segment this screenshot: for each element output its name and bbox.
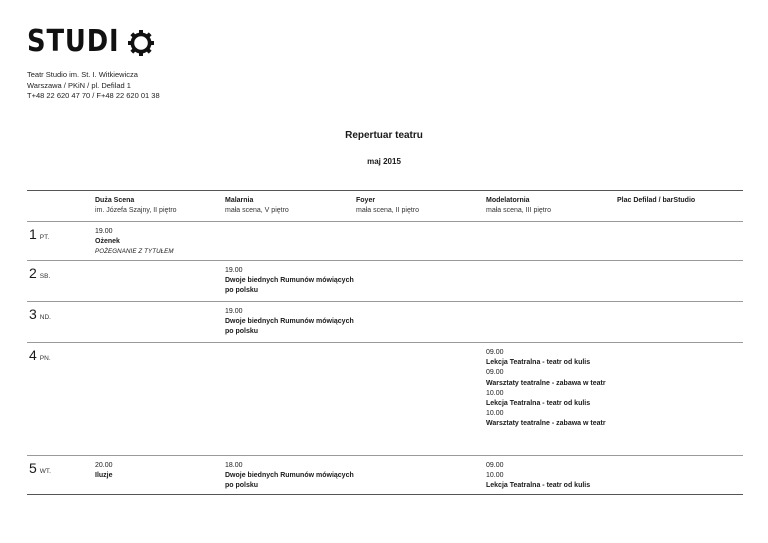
- day-of-week: PT.: [39, 234, 50, 241]
- month-subtitle: maj 2015: [367, 157, 401, 166]
- event-time: 10.00: [486, 472, 504, 480]
- day-label: [29, 265, 50, 281]
- day-label: [29, 347, 51, 363]
- event-entry[interactable]: [486, 348, 616, 368]
- day-number: 4: [29, 347, 37, 363]
- event-time: 09.00: [486, 349, 504, 356]
- column-header-sub: mała scena, V piętro: [225, 207, 289, 215]
- event-title-link[interactable]: Lekcja Teatralna - teatr od kulis: [486, 482, 591, 490]
- schedule-table: [27, 190, 743, 495]
- day-row: [27, 221, 743, 260]
- event-title-link[interactable]: Dwoje biednych Rumunów mówiących po polsku: [225, 277, 354, 295]
- event-time: 09.00: [486, 369, 504, 377]
- event-title-link[interactable]: Lekcja Teatralna - teatr od kulis: [486, 359, 591, 367]
- column-header-name: Modelatornia: [486, 197, 530, 204]
- event-time: 18.00: [225, 462, 243, 469]
- page-title: Repertuar teatru: [345, 130, 423, 141]
- column-header-sub: im. Józefa Szajny, II piętro: [95, 207, 177, 215]
- schedule-cell: [486, 456, 616, 492]
- event-time: 19.00: [225, 308, 243, 315]
- event-time: 10.00: [486, 389, 504, 397]
- day-label: [29, 226, 49, 242]
- event-time: 09.00: [486, 462, 504, 469]
- day-of-week: SB.: [39, 273, 51, 280]
- schedule-cell: [95, 456, 225, 481]
- day-number: 2: [29, 265, 37, 281]
- event-title-link[interactable]: Dwoje biednych Rumunów mówiących po polsku: [225, 318, 354, 336]
- day-number: 1: [29, 226, 37, 242]
- event-title-link[interactable]: Ożenek: [95, 238, 120, 246]
- schedule-cell: [486, 343, 616, 430]
- column-header-name: Foyer: [356, 197, 376, 204]
- event-entry[interactable]: [486, 471, 616, 491]
- event-title-link[interactable]: Warsztaty teatralne - zabawa w teatr: [486, 379, 606, 387]
- event-entry[interactable]: [95, 461, 225, 481]
- day-of-week: WT.: [39, 468, 51, 475]
- column-header-plac-defilad: [617, 191, 743, 206]
- day-row: [27, 260, 743, 301]
- event-time: 20.00: [95, 462, 113, 469]
- column-header-foyer: [356, 191, 486, 216]
- day-label: [29, 306, 51, 322]
- event-title-link[interactable]: Lekcja Teatralna - teatr od kulis: [486, 400, 591, 408]
- column-header-sub: mała scena, III piętro: [486, 207, 551, 215]
- event-title-link[interactable]: Warsztaty teatralne - zabawa w teatr: [486, 420, 606, 428]
- column-header-name: Plac Defilad / barStudio: [617, 197, 696, 204]
- logo-text: STUDI: [27, 24, 120, 59]
- day-of-week: ND.: [39, 314, 51, 321]
- column-header-modelatornia: [486, 191, 616, 216]
- event-entry[interactable]: [486, 368, 616, 388]
- event-entry[interactable]: [486, 389, 616, 409]
- event-entry[interactable]: [225, 266, 355, 297]
- column-header-duza-scena: [95, 191, 225, 216]
- event-entry[interactable]: [486, 461, 616, 471]
- column-header-name: Malarnia: [225, 197, 254, 204]
- studio-logo[interactable]: [27, 26, 155, 58]
- schedule-cell: [95, 222, 225, 258]
- day-row: [27, 455, 743, 495]
- address-line-name: Teatr Studio im. St. I. Witkiewicza: [27, 70, 138, 79]
- day-row: [27, 301, 743, 342]
- day-number: 3: [29, 306, 37, 322]
- event-entry[interactable]: [225, 461, 355, 492]
- day-row: [27, 342, 743, 455]
- column-header-sub: mała scena, II piętro: [356, 207, 420, 215]
- event-time: 10.00: [486, 410, 504, 418]
- schedule-header-row: [27, 190, 743, 221]
- event-entry[interactable]: [225, 307, 355, 338]
- column-header-malarnia: [225, 191, 355, 216]
- event-title-link[interactable]: Iluzje: [95, 472, 113, 480]
- event-title-link[interactable]: Dwoje biednych Rumunów mówiących po polsku: [225, 472, 354, 490]
- event-entry[interactable]: [486, 409, 616, 429]
- address-line-phone: T+48 22 620 47 70 / F+48 22 620 01 38: [27, 91, 160, 100]
- day-of-week: PN.: [39, 355, 51, 362]
- address-line-street: Warszawa / PKiN / pl. Defilad 1: [27, 80, 131, 90]
- schedule-cell: [225, 261, 355, 297]
- event-note: POŻEGNANIE Z TYTUŁEM: [95, 248, 174, 256]
- day-number: 5: [29, 460, 37, 476]
- logo-gear-icon: [127, 29, 155, 57]
- schedule-cell: [225, 456, 355, 492]
- event-entry[interactable]: [95, 227, 225, 258]
- event-time: 19.00: [225, 267, 243, 274]
- column-header-name: Duża Scena: [95, 197, 135, 204]
- theatre-address: [27, 70, 160, 102]
- schedule-cell: [225, 302, 355, 338]
- day-label: [29, 460, 51, 476]
- event-time: 19.00: [95, 228, 113, 235]
